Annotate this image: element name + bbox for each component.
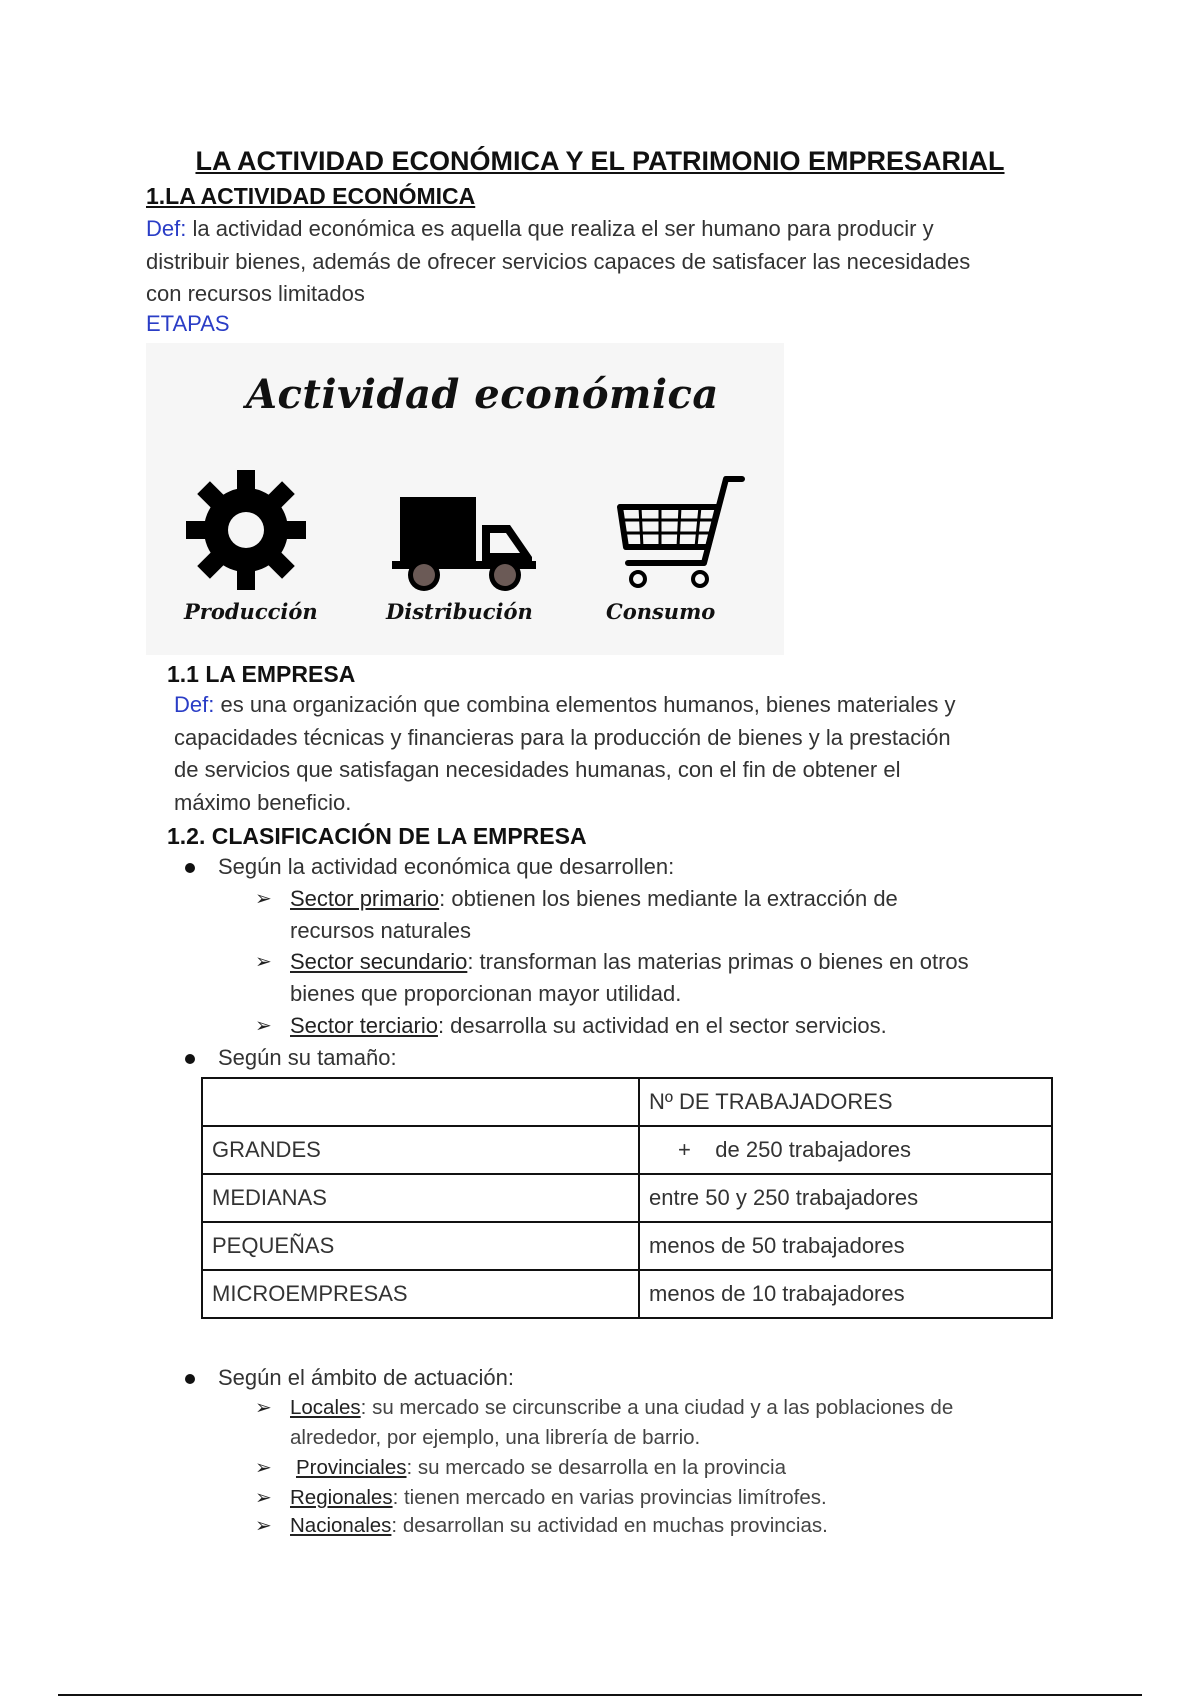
table-cell: menos de 50 trabajadores <box>639 1222 1052 1270</box>
bullet-size <box>218 1042 397 1074</box>
sector-item <box>255 883 898 947</box>
arrow-bullet-icon: ➢ <box>255 888 272 910</box>
bullet-text: Según la actividad económica que desarrollen: <box>218 854 675 879</box>
scope-item <box>255 1453 786 1483</box>
table-cell: + de 250 trabajadores <box>639 1126 1052 1174</box>
section-1-definition <box>146 213 970 311</box>
section-1-2-heading: 1.2. CLASIFICACIÓN DE LA EMPRESA <box>167 823 587 849</box>
table-row <box>202 1222 1052 1270</box>
scope-item <box>255 1511 828 1541</box>
scope-term: Locales <box>290 1396 361 1419</box>
bullet-dot <box>185 1374 195 1384</box>
table-row <box>202 1174 1052 1222</box>
bullet-scope <box>218 1362 514 1394</box>
def-text-line: distribuir bienes, además de ofrecer servicios capaces de satisfacer las necesidades <box>146 248 971 274</box>
scope-text: alrededor, por ejemplo, una librería de barrio. <box>290 1426 701 1449</box>
stage-label-produccion: Producción <box>184 599 318 624</box>
scope-text: : desarrollan su actividad en muchas provincias. <box>391 1514 828 1537</box>
bullet-dot <box>185 1054 195 1064</box>
table-row <box>202 1270 1052 1318</box>
activity-figure <box>146 343 784 655</box>
shopping-cart-icon <box>614 473 746 597</box>
section-1-1-heading: 1.1 LA EMPRESA <box>167 661 356 687</box>
table-cell: MEDIANAS <box>202 1174 639 1222</box>
scope-term: Regionales <box>290 1486 393 1509</box>
sector-item <box>255 1010 887 1042</box>
table-row <box>202 1126 1052 1174</box>
sector-text: : desarrolla su actividad en el sector servicios. <box>437 1013 887 1038</box>
def-text-line: es una organización que combina elementos humanos, bienes materiales y <box>214 692 956 717</box>
arrow-bullet-icon: ➢ <box>255 1487 272 1509</box>
table-header-cell: Nº DE TRABAJADORES <box>639 1078 1052 1126</box>
truck-icon <box>392 495 538 595</box>
table-cell: PEQUEÑAS <box>202 1222 639 1270</box>
scope-text: : tienen mercado en varias provincias limítrofes. <box>392 1486 827 1509</box>
table-cell: menos de 10 trabajadores <box>639 1270 1052 1318</box>
document-title: LA ACTIVIDAD ECONÓMICA Y EL PATRIMONIO EMPRESARIAL <box>195 146 1005 176</box>
sector-item <box>255 946 969 1010</box>
table-header-row <box>202 1078 1052 1126</box>
page-bottom-divider <box>58 1694 1142 1696</box>
def-text-line: la actividad económica es aquella que realiza el ser humano para producir y <box>186 216 934 241</box>
sector-term: Sector terciario <box>290 1013 438 1038</box>
scope-text: : su mercado se desarrolla en la provincia <box>406 1456 786 1479</box>
arrow-bullet-icon: ➢ <box>255 1457 272 1479</box>
bullet-dot <box>185 863 195 873</box>
def-text-line: de servicios que satisfagan necesidades humanas, con el fin de obtener el <box>174 757 901 782</box>
scope-item <box>255 1483 827 1513</box>
sector-text: : obtienen los bienes mediante la extracción de <box>439 886 898 911</box>
sector-term: Sector secundario <box>290 949 468 974</box>
section-1-1-definition <box>174 689 955 819</box>
scope-text: : su mercado se circunscribe a una ciudad y a las poblaciones de <box>360 1396 954 1419</box>
scope-term: Provinciales <box>296 1456 407 1479</box>
etapas-label: ETAPAS <box>146 311 230 336</box>
bullet-text: Según su tamaño: <box>218 1045 397 1070</box>
sector-term: Sector primario <box>290 886 440 911</box>
def-label: Def: <box>146 216 187 241</box>
table-cell: entre 50 y 250 trabajadores <box>639 1174 1052 1222</box>
arrow-bullet-icon: ➢ <box>255 1515 272 1537</box>
gear-icon <box>184 468 308 592</box>
stage-label-consumo: Consumo <box>606 599 716 624</box>
scope-item <box>255 1393 954 1453</box>
arrow-bullet-icon: ➢ <box>255 1397 272 1419</box>
scope-term: Nacionales <box>290 1514 392 1537</box>
figure-title: Actividad económica <box>246 371 719 418</box>
stage-label-distribucion: Distribución <box>386 599 533 624</box>
table-cell: GRANDES <box>202 1126 639 1174</box>
table-cell: MICROEMPRESAS <box>202 1270 639 1318</box>
sector-text: recursos naturales <box>290 918 471 943</box>
arrow-bullet-icon: ➢ <box>255 1015 272 1037</box>
arrow-bullet-icon: ➢ <box>255 951 272 973</box>
def-text-line: máximo beneficio. <box>174 789 352 815</box>
def-text-line: con recursos limitados <box>146 281 365 306</box>
table-header-cell <box>202 1078 639 1126</box>
def-label: Def: <box>174 692 215 717</box>
sector-text: bienes que proporcionan mayor utilidad. <box>290 981 682 1006</box>
def-text-line: capacidades técnicas y financieras para la producción de bienes y la prestación <box>174 724 951 750</box>
bullet-text: Según el ámbito de actuación: <box>218 1365 514 1390</box>
company-size-table <box>201 1077 1053 1319</box>
sector-text: : transforman las materias primas o bienes en otros <box>467 949 969 974</box>
section-1-heading: 1.LA ACTIVIDAD ECONÓMICA <box>146 183 476 209</box>
bullet-activity <box>218 851 674 883</box>
